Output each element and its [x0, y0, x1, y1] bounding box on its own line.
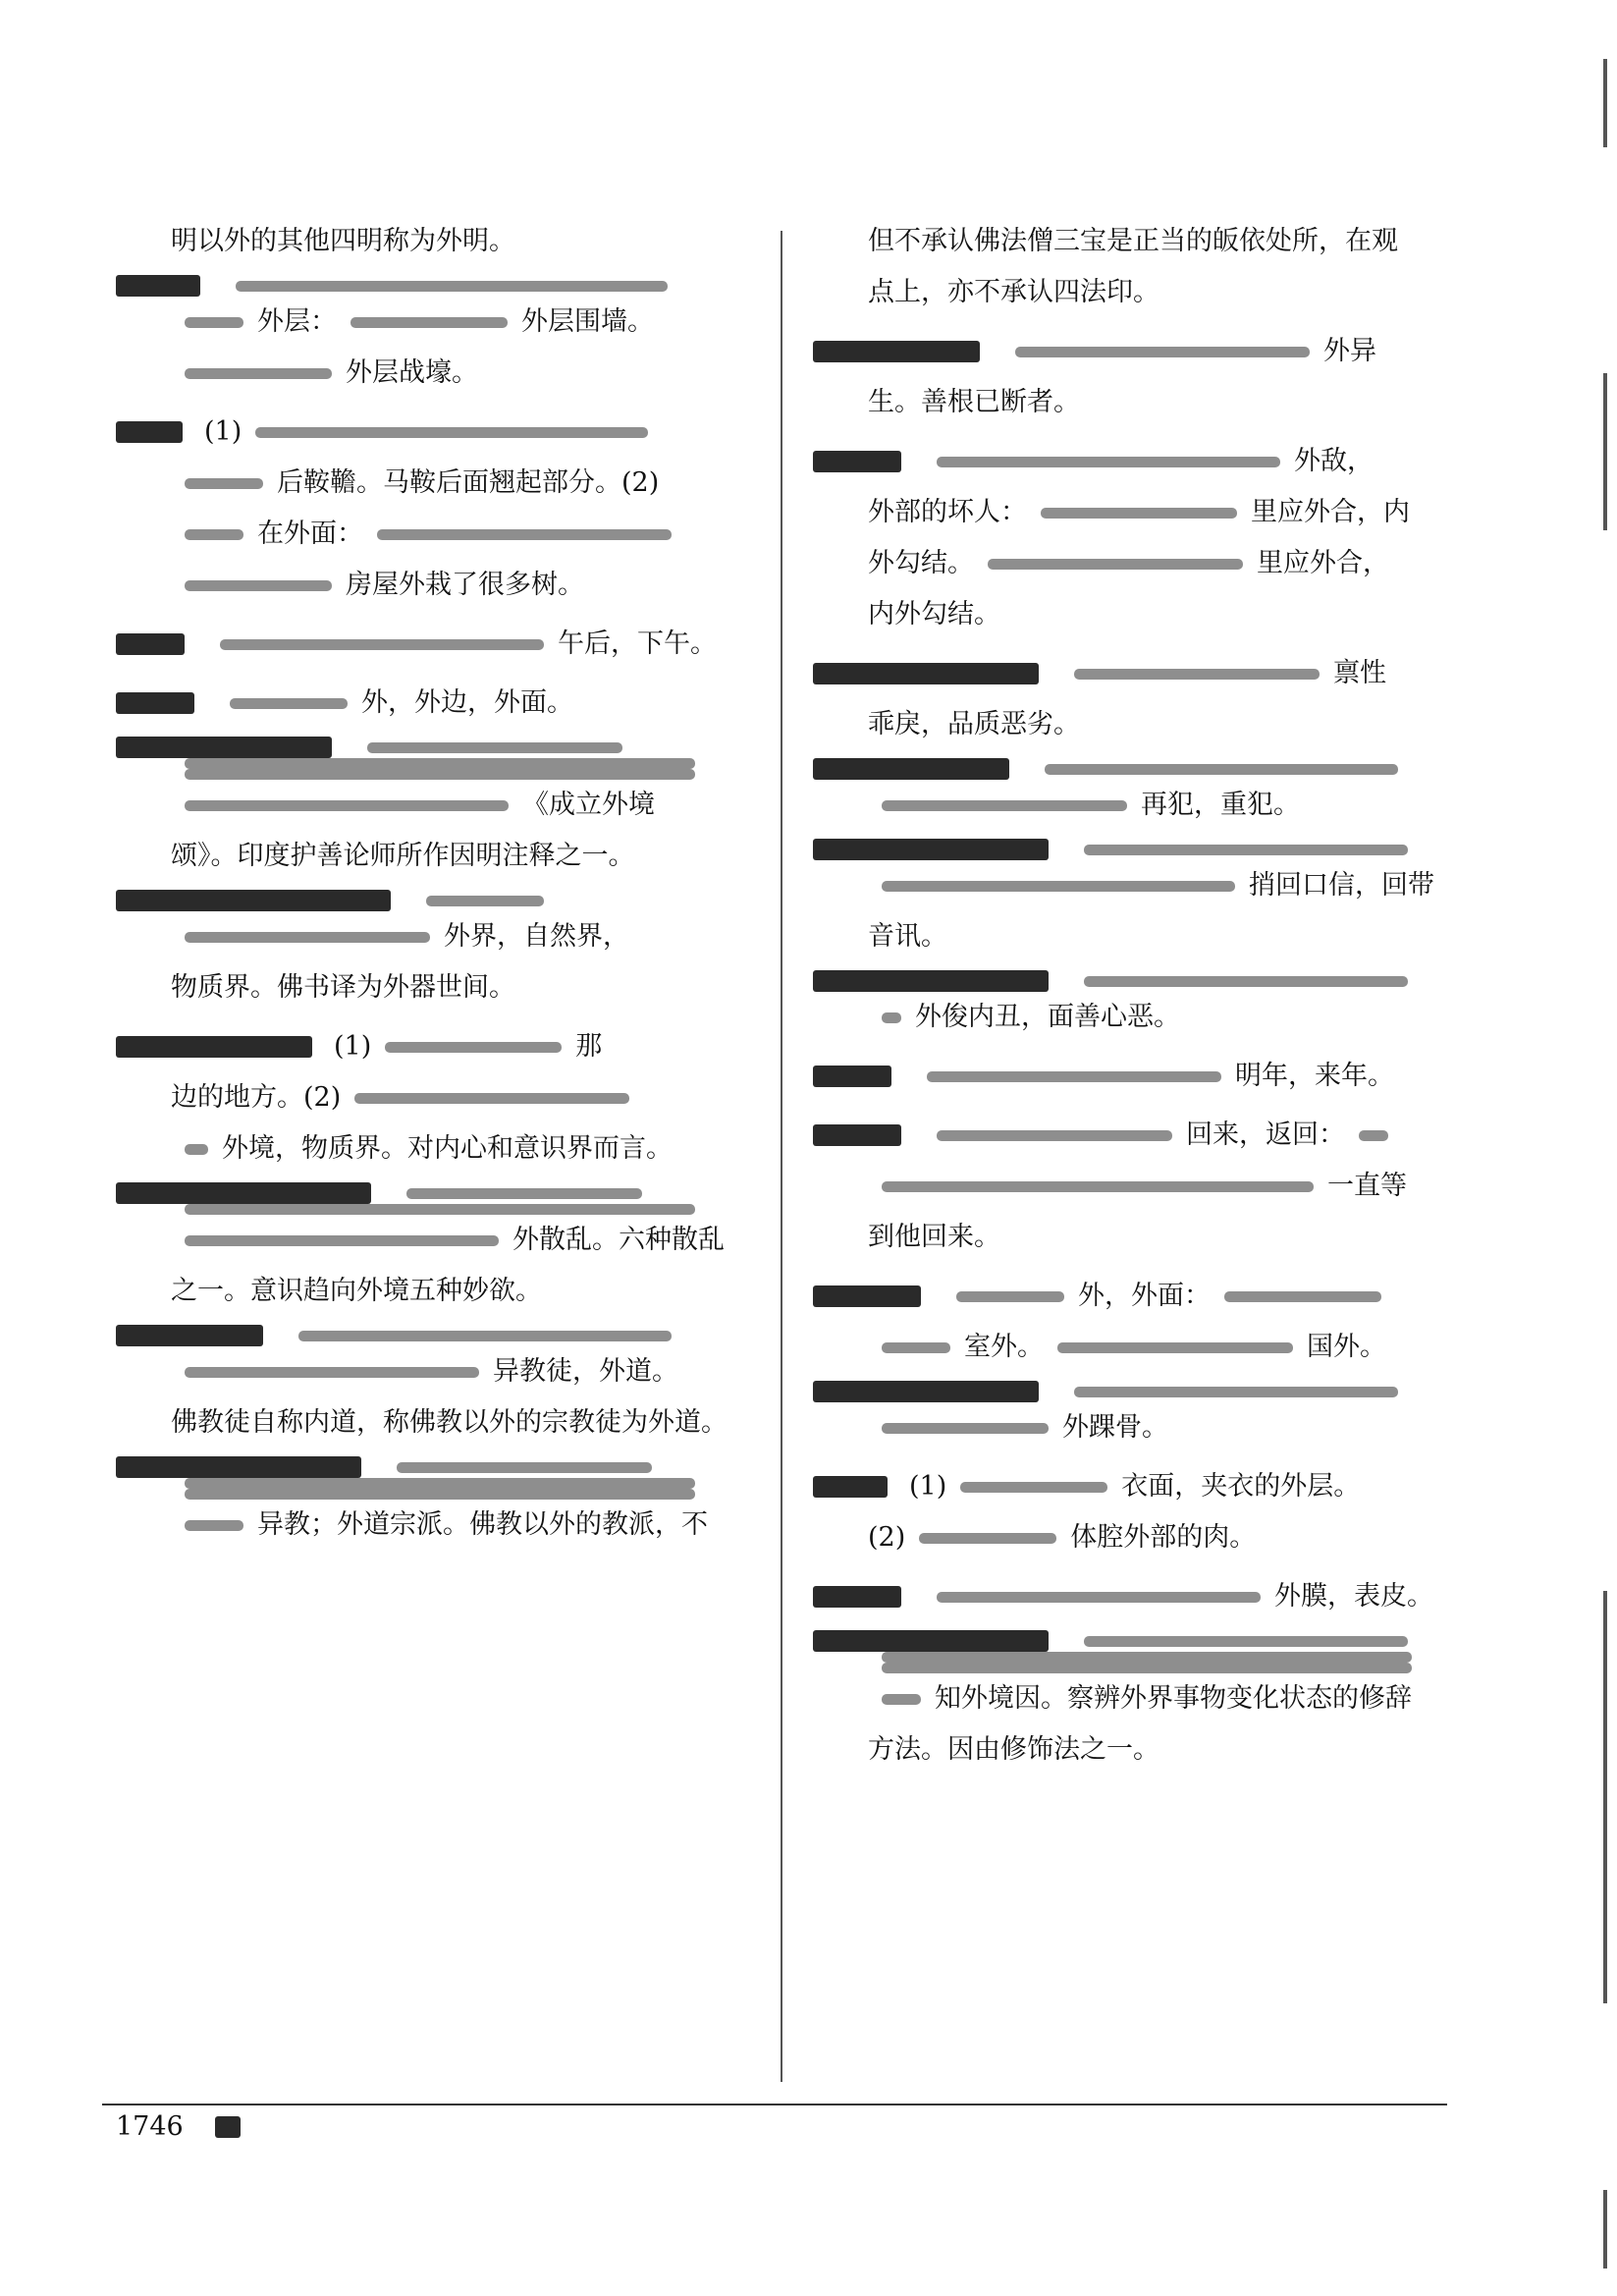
- definition-text: 乖戾，品质恶劣。: [868, 709, 1080, 739]
- entry-line: [116, 1346, 754, 1397]
- definition-text: 佛教徒自称内道，称佛教以外的宗教徒为外道。: [171, 1407, 728, 1438]
- definition-text: 衣面，夹衣的外层。: [1121, 1471, 1361, 1502]
- tibetan-headword: [813, 451, 901, 472]
- definition-text: 知外境因。察辨外界事物变化状态的修辞: [935, 1683, 1412, 1714]
- definition-text: 午后，下午。: [558, 629, 717, 659]
- entry-line: [813, 1212, 1461, 1263]
- tibetan-text: [1359, 1130, 1388, 1141]
- entry: [116, 890, 754, 1013]
- tibetan-headword: [116, 737, 332, 758]
- definition-text: 之一。意识趋向外境五种妙欲。: [171, 1276, 542, 1306]
- definition-text: 但不承认佛法僧三宝是正当的皈依处所，在观: [868, 226, 1398, 256]
- page-number: 1746: [116, 2111, 184, 2142]
- entry-line: [116, 1215, 754, 1266]
- tibetan-text: [937, 457, 1280, 467]
- tibetan-headword: [116, 633, 185, 655]
- left-column: [116, 216, 754, 1558]
- entry-line: [813, 1110, 1461, 1161]
- entry-line: [813, 839, 1461, 860]
- entry: [116, 737, 754, 882]
- definition-text: 音讯。: [868, 921, 947, 952]
- entry: [116, 678, 754, 729]
- entry-line: [116, 1456, 754, 1478]
- entry-line: [116, 758, 754, 769]
- entry-line: [116, 678, 754, 729]
- entry: [116, 1021, 754, 1175]
- scan-edge-mark: [1603, 1591, 1607, 2003]
- entry-line: [813, 1673, 1461, 1724]
- tibetan-text: [882, 1663, 1412, 1673]
- tibetan-headword: [813, 1476, 888, 1498]
- tibetan-text: [185, 1367, 479, 1378]
- tibetan-text: [185, 1235, 499, 1246]
- tibetan-text: [185, 1478, 695, 1489]
- entry-line: [813, 648, 1461, 699]
- definition-text: 回来，返回：: [1186, 1120, 1345, 1150]
- entry: [813, 1110, 1461, 1263]
- entry: [813, 1381, 1461, 1453]
- tibetan-text: [185, 1489, 695, 1500]
- definition-text: 禀性: [1333, 658, 1386, 688]
- tibetan-text: [882, 881, 1235, 892]
- entry-line: [116, 1489, 754, 1500]
- right-column: [813, 216, 1461, 1783]
- definition-text: 外敌，: [1294, 446, 1374, 476]
- tibetan-text: [1041, 508, 1237, 519]
- definition-text: 外俊内丑，面善心恶。: [915, 1002, 1180, 1032]
- entry-line: [116, 737, 754, 758]
- definition-text: 内外勾结。: [868, 599, 1000, 629]
- tibetan-text: [882, 1342, 950, 1353]
- entry: [116, 1456, 754, 1551]
- tibetan-text: [960, 1482, 1107, 1493]
- definition-text: 外踝骨。: [1062, 1412, 1168, 1443]
- column-divider: [781, 231, 782, 2082]
- tibetan-text: [1084, 976, 1408, 987]
- entry-line: [116, 1182, 754, 1204]
- entry-line: [813, 589, 1461, 640]
- entry-line: [116, 297, 754, 348]
- entry: [813, 1271, 1461, 1373]
- entry-line: [116, 1397, 754, 1449]
- tibetan-text: [185, 317, 243, 328]
- definition-text: 外膜，表皮。: [1274, 1581, 1433, 1612]
- tibetan-text: [230, 698, 348, 709]
- tibetan-text: [882, 1694, 921, 1705]
- entry-line: [116, 769, 754, 780]
- tibetan-text: [956, 1291, 1064, 1302]
- entry-line: [813, 1322, 1461, 1373]
- entry: [813, 970, 1461, 1043]
- entry-line: [116, 1266, 754, 1317]
- entry: [813, 1051, 1461, 1102]
- entry-line: [813, 970, 1461, 992]
- tibetan-text: [220, 639, 544, 650]
- entry-line: [813, 1161, 1461, 1212]
- definition-text: 异教徒，外道。: [493, 1356, 678, 1387]
- entry-line: [116, 1021, 754, 1072]
- entry-line: [116, 1204, 754, 1215]
- tibetan-text: [185, 368, 332, 379]
- running-head-glyph: [215, 2116, 241, 2138]
- definition-text: (1): [909, 1471, 947, 1502]
- definition-text: 里应外合，: [1257, 548, 1389, 578]
- tibetan-text: [1224, 1291, 1381, 1302]
- tibetan-text: [1045, 764, 1398, 775]
- definition-text: 一直等: [1327, 1171, 1407, 1201]
- tibetan-text: [185, 800, 509, 811]
- definition-text: 房屋外栽了很多树。: [346, 570, 584, 600]
- tibetan-headword: [813, 758, 1009, 780]
- entry-line: [813, 758, 1461, 780]
- tibetan-headword: [813, 1630, 1049, 1652]
- definition-text: 方法。因由修饰法之一。: [868, 1734, 1159, 1765]
- entry-line: [116, 509, 754, 560]
- scan-edge-mark: [1603, 59, 1607, 147]
- definition-text: 外境，物质界。对内心和意识界而言。: [222, 1133, 673, 1164]
- entry-line: [116, 619, 754, 670]
- tibetan-headword: [813, 1066, 891, 1087]
- tibetan-headword: [813, 970, 1049, 992]
- entry: [116, 275, 754, 399]
- entry: [116, 216, 754, 267]
- tibetan-headword: [813, 839, 1049, 860]
- definition-text: 点上，亦不承认四法印。: [868, 277, 1159, 307]
- tibetan-text: [1057, 1342, 1293, 1353]
- tibetan-text: [406, 1188, 642, 1199]
- entry-line: [116, 1478, 754, 1489]
- entry: [813, 839, 1461, 962]
- entry-line: [813, 436, 1461, 487]
- entry-line: [116, 407, 754, 458]
- tibetan-text: [298, 1331, 672, 1341]
- tibetan-text: [927, 1071, 1221, 1082]
- definition-text: 外，外面：: [1078, 1281, 1211, 1311]
- tibetan-text: [185, 758, 695, 769]
- tibetan-headword: [813, 341, 980, 362]
- tibetan-text: [937, 1592, 1261, 1603]
- tibetan-text: [1084, 1636, 1408, 1647]
- definition-text: 后鞍韂。马鞍后面翘起部分。(2): [277, 467, 660, 498]
- entry: [813, 1461, 1461, 1563]
- entry-line: [813, 1271, 1461, 1322]
- tibetan-text: [185, 932, 430, 943]
- entry-line: [813, 487, 1461, 538]
- tibetan-text: [882, 1652, 1412, 1663]
- tibetan-text: [377, 529, 672, 540]
- definition-text: 外层围墙。: [521, 306, 654, 337]
- tibetan-text: [255, 427, 648, 438]
- definition-text: 外，外边，外面。: [361, 687, 573, 718]
- definition-text: 明以外的其他四明称为外明。: [171, 226, 515, 256]
- tibetan-text: [367, 742, 622, 753]
- entry-line: [116, 831, 754, 882]
- tibetan-text: [1084, 845, 1408, 855]
- entry-line: [813, 1724, 1461, 1776]
- tibetan-text: [385, 1042, 562, 1053]
- tibetan-text: [937, 1130, 1172, 1141]
- entry-line: [116, 1123, 754, 1175]
- definition-text: (2): [868, 1522, 906, 1553]
- entry-line: [813, 538, 1461, 589]
- definition-text: 异教；外道宗派。佛教以外的教派，不: [257, 1509, 708, 1540]
- entry: [116, 407, 754, 611]
- scan-edge-mark: [1603, 373, 1607, 530]
- definition-text: 国外。: [1307, 1332, 1386, 1362]
- tibetan-text: [185, 1144, 208, 1155]
- entry: [813, 326, 1461, 428]
- tibetan-text: [185, 580, 332, 591]
- definition-text: 物质界。佛书译为外器世间。: [171, 972, 515, 1003]
- entry-line: [813, 1512, 1461, 1563]
- entry: [116, 1182, 754, 1317]
- tibetan-text: [185, 769, 695, 780]
- tibetan-headword: [116, 1036, 312, 1058]
- entry-line: [813, 911, 1461, 962]
- definition-text: 《成立外境: [522, 790, 655, 820]
- tibetan-text: [1074, 1387, 1398, 1397]
- tibetan-headword: [116, 692, 194, 714]
- tibetan-text: [350, 317, 508, 328]
- entry-line: [813, 780, 1461, 831]
- definition-text: 在外面：: [257, 519, 363, 549]
- tibetan-text: [236, 281, 668, 292]
- definition-text: 明年，来年。: [1235, 1061, 1394, 1091]
- scan-edge-mark: [1603, 2190, 1607, 2269]
- entry: [813, 648, 1461, 750]
- entry-line: [116, 275, 754, 297]
- definition-text: 外散乱。六种散乱: [512, 1225, 725, 1255]
- entry-line: [813, 1663, 1461, 1673]
- tibetan-headword: [813, 1381, 1039, 1402]
- definition-text: 外异: [1323, 336, 1376, 366]
- entry-line: [813, 1461, 1461, 1512]
- entry-line: [116, 216, 754, 267]
- tibetan-headword: [813, 1586, 901, 1608]
- entry-line: [116, 911, 754, 962]
- entry: [813, 1630, 1461, 1776]
- entry-line: [813, 1051, 1461, 1102]
- definition-text: 体腔外部的肉。: [1070, 1522, 1257, 1553]
- tibetan-headword: [813, 1285, 921, 1307]
- definition-text: 外部的坏人：: [868, 497, 1027, 527]
- definition-text: (1): [204, 416, 243, 447]
- definition-text: 外勾结。: [868, 548, 974, 578]
- entry-line: [116, 1072, 754, 1123]
- tibetan-headword: [813, 1124, 901, 1146]
- entry-line: [813, 1402, 1461, 1453]
- definition-text: 捎回口信，回带: [1249, 870, 1434, 901]
- definition-text: 外层：: [257, 306, 337, 337]
- tibetan-text: [354, 1093, 629, 1104]
- tibetan-text: [988, 559, 1243, 570]
- entry-line: [813, 1630, 1461, 1652]
- entry-line: [813, 699, 1461, 750]
- tibetan-text: [1074, 669, 1320, 680]
- entry-line: [116, 560, 754, 611]
- page-footer: [116, 2111, 241, 2142]
- entry-line: [813, 216, 1461, 267]
- entry-line: [116, 780, 754, 831]
- tibetan-text: [919, 1533, 1056, 1544]
- tibetan-text: [882, 1181, 1314, 1192]
- definition-text: 外层战壕。: [346, 357, 478, 388]
- tibetan-headword: [116, 1325, 263, 1346]
- tibetan-headword: [116, 275, 200, 297]
- tibetan-headword: [116, 1182, 371, 1204]
- tibetan-text: [882, 800, 1127, 811]
- definition-text: 里应外合，内: [1251, 497, 1410, 527]
- entry-line: [116, 348, 754, 399]
- definition-text: 生。善根已断者。: [868, 387, 1080, 417]
- definition-text: 外界，自然界，: [444, 921, 629, 952]
- entry-line: [813, 267, 1461, 318]
- entry-line: [813, 992, 1461, 1043]
- entry-line: [813, 326, 1461, 377]
- entry: [813, 216, 1461, 318]
- entry: [813, 436, 1461, 640]
- entry-line: [813, 860, 1461, 911]
- tibetan-text: [185, 478, 263, 489]
- tibetan-text: [882, 1423, 1049, 1434]
- tibetan-text: [185, 1204, 695, 1215]
- entry-line: [813, 377, 1461, 428]
- tibetan-text: [185, 1520, 243, 1531]
- entry: [116, 1325, 754, 1449]
- entry-line: [116, 458, 754, 509]
- definition-text: 边的地方。(2): [171, 1082, 342, 1113]
- entry-line: [116, 962, 754, 1013]
- tibetan-headword: [116, 1456, 361, 1478]
- tibetan-headword: [116, 421, 183, 443]
- entry-line: [116, 1325, 754, 1346]
- entry: [116, 619, 754, 670]
- definition-text: 到他回来。: [868, 1222, 1000, 1252]
- definition-text: 那: [575, 1031, 603, 1062]
- definition-text: (1): [334, 1031, 372, 1062]
- entry-line: [813, 1381, 1461, 1402]
- tibetan-text: [397, 1462, 652, 1473]
- footer-rule: [102, 2104, 1447, 2105]
- entry-line: [116, 1500, 754, 1551]
- tibetan-text: [426, 896, 544, 906]
- entry: [813, 1571, 1461, 1622]
- tibetan-text: [882, 1012, 901, 1023]
- tibetan-text: [1015, 347, 1310, 357]
- tibetan-headword: [813, 663, 1039, 684]
- definition-text: 颂》。印度护善论师所作因明注释之一。: [171, 841, 635, 871]
- entry: [813, 758, 1461, 831]
- entry-line: [116, 890, 754, 911]
- tibetan-text: [185, 529, 243, 540]
- definition-text: 再犯，重犯。: [1141, 790, 1300, 820]
- tibetan-headword: [116, 890, 391, 911]
- definition-text: 室外。: [964, 1332, 1044, 1362]
- entry-line: [813, 1652, 1461, 1663]
- entry-line: [813, 1571, 1461, 1622]
